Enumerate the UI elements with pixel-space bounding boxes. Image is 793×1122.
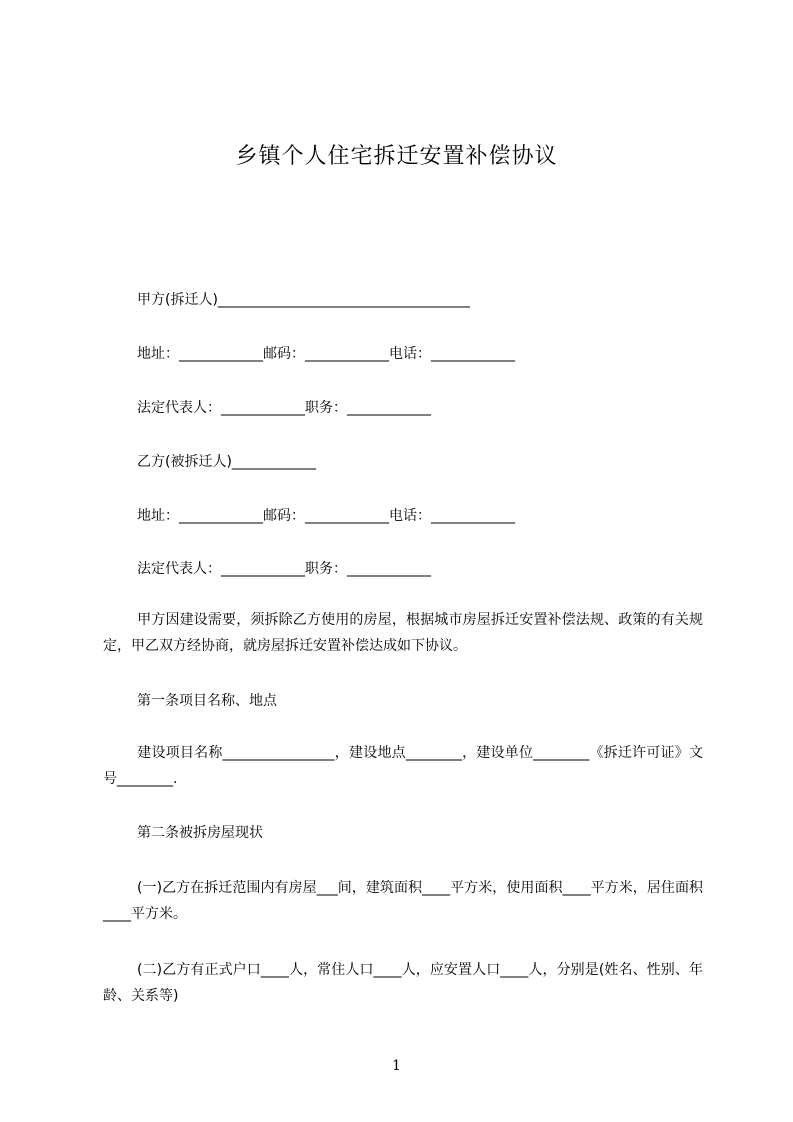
preamble-paragraph <box>103 607 703 659</box>
party-b-line: 乙方(被拆迁人)____________ <box>137 454 316 470</box>
article-2-item-2-paragraph <box>103 957 703 1009</box>
party-b-representative-line: 法定代表人：____________职务：____________ <box>137 561 431 577</box>
article-1-paragraph <box>103 740 703 792</box>
party-a-line: 甲方(拆迁人)____________________________________ <box>137 292 470 308</box>
article-2-item-1-paragraph <box>103 875 703 927</box>
document-title: 乡镇个人住宅拆迁安置补偿协议 <box>235 144 558 169</box>
party-a-representative-line: 法定代表人：____________职务：____________ <box>137 400 431 416</box>
article-2-item-2: (二)乙方有正式户口____人，常住人口____人，应安置人口____人，分别是(姓名、性别、年龄、关系等) <box>103 962 703 1004</box>
article-1-body: 建设项目名称________________，建设地点________，建设单位________《拆迁许可证》文号________. <box>103 745 703 787</box>
party-a-contact-line: 地址：____________邮码：____________电话：____________ <box>137 346 515 362</box>
page-number: 1 <box>392 1058 401 1074</box>
article-2-item-1: (一)乙方在拆迁范围内有房屋___间，建筑面积____平方米，使用面积____平方米，居住面积____平方米。 <box>103 880 703 922</box>
article-2-heading: 第二条被拆房屋现状 <box>137 825 263 841</box>
article-1-heading: 第一条项目名称、地点 <box>137 693 277 709</box>
party-b-contact-line: 地址：____________邮码：____________电话：____________ <box>137 508 515 524</box>
preamble-text: 甲方因建设需要，须拆除乙方使用的房屋，根据城市房屋拆迁安置补偿法规、政策的有关规定，甲乙双方经协商，就房屋拆迁安置补偿达成如下协议。 <box>103 612 703 654</box>
